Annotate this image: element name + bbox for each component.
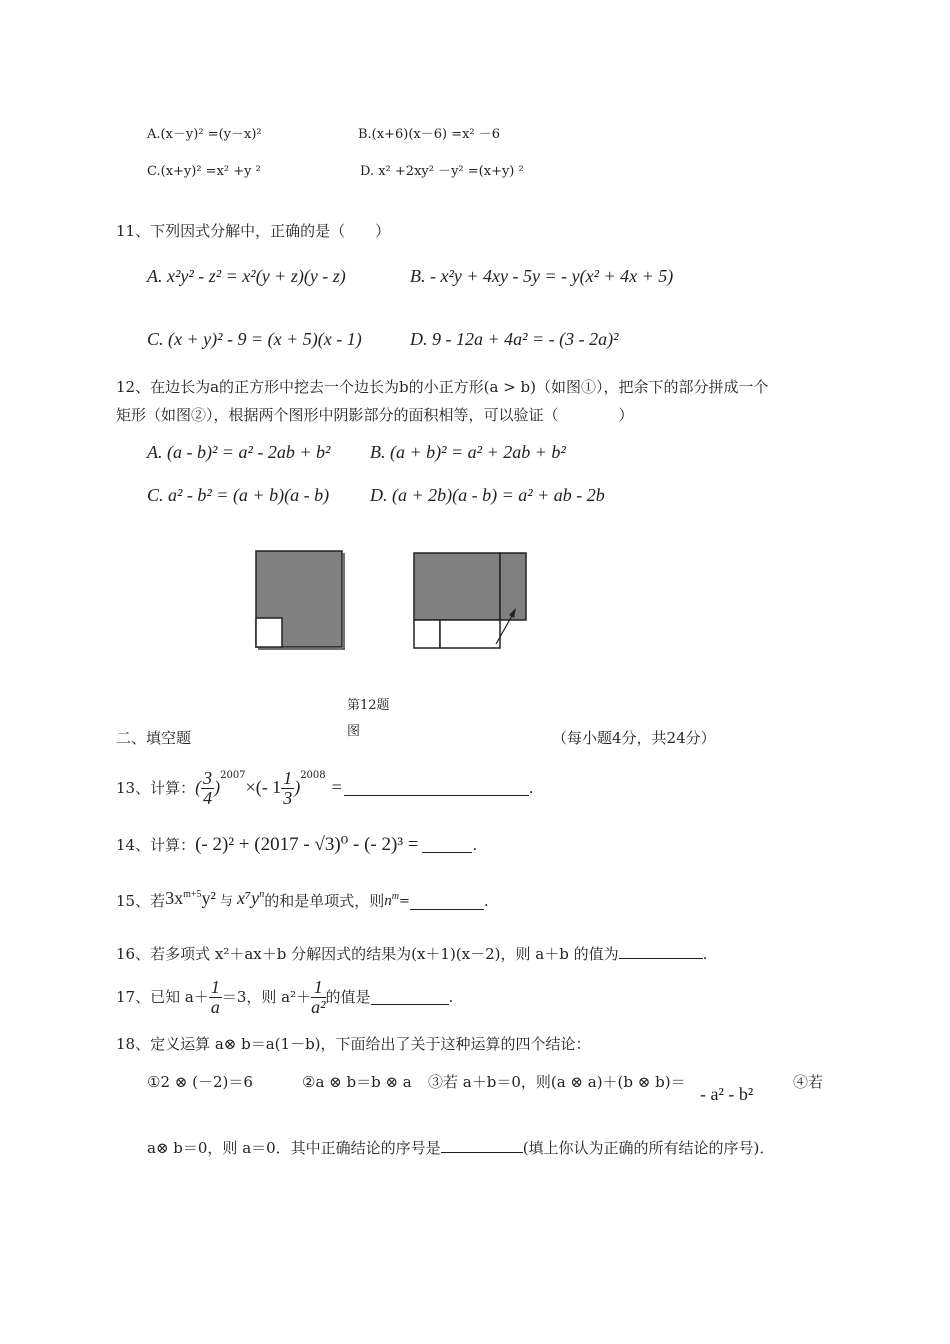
q14-answer-blank[interactable]: [422, 838, 472, 853]
q13-fraction-2: $\frac{1}{3}$: [283, 767, 293, 808]
q18-conclusion-1: ①2 ⊗ (－2)＝6: [147, 1073, 253, 1091]
q11-option-a: A. x²y² - z² = x²(y + z)(y - z): [147, 266, 346, 286]
q12-option-b: B. (a + b)² = a² + 2ab + b²: [370, 442, 566, 462]
figure-2-rectangle: [413, 552, 529, 650]
q11-stem: 11、下列因式分解中，正确的是（ ）: [116, 222, 391, 240]
q15-nm: $n^m$: [384, 890, 399, 909]
q18-conclusion-4: ④若: [793, 1073, 824, 1091]
q14-expression: (- 2)² + (2017 - √3)⁰ - (- 2)³ =: [195, 834, 419, 855]
q11-option-c: C. (x + y)² - 9 = (x + 5)(x - 1): [147, 329, 362, 349]
q16-answer-blank[interactable]: [619, 944, 703, 959]
q17: 17、已知 a＋ $\frac{1}{a}$ ＝3，则 a²＋ $\frac{1}{\text{a²}}$ 的值是 .: [116, 976, 454, 1017]
q13-mid: ×(- 1: [245, 777, 282, 798]
figure-1-small-square: [256, 618, 282, 647]
figure-caption-line2: 图: [347, 724, 361, 739]
figure-2-bottom-strip: [440, 620, 500, 648]
q12-option-a: A. (a - b)² = a² - 2ab + b²: [147, 442, 331, 462]
q17-fraction-2: $\frac{1}{\text{a²}}$: [311, 976, 326, 1017]
q15: 15、若 $3x^{m+5}y^2$ 与 $x^7y^n$ 的和是单项式，则 $n^m$ = .: [116, 888, 489, 910]
q12-stem-line2: 矩形（如图②），根据两个图形中阴影部分的面积相等，可以验证（ ）: [116, 406, 634, 424]
q13-exp-2: 2008: [300, 770, 326, 781]
figure-2-shaded-main: [414, 553, 500, 620]
q10-option-a: A.(x－y)² =(y－x)²: [147, 127, 262, 142]
q18-answer-blank[interactable]: [441, 1138, 523, 1153]
q12-stem-line1: 12、在边长为a的正方形中挖去一个边长为b的小正方形(a > b)（如图①），把余下的部分拼成一个: [116, 378, 769, 396]
q12-option-c: C. a² - b² = (a + b)(a - b): [147, 485, 330, 505]
q18-conclusion-2: ②a ⊗ b＝b ⊗ a: [302, 1073, 412, 1091]
q13: 13、计算： ( $\frac{3}{4}$ ) $^{2007}$ ×(- 1 $\frac{1}{3}$ ) $^{2008}$ = .: [116, 767, 534, 808]
q18-stem: 18、定义运算 a⊗ b＝a(1－b)，下面给出了关于这种运算的四个结论：: [116, 1035, 591, 1053]
q13-exp-1: 2007: [220, 770, 246, 781]
q16: 16、若多项式 x²＋ax＋b 分解因式的结果为(x＋1)(x－2)，则 a＋b 的值为 .: [116, 945, 708, 963]
q15-term-1: $3x^{m+5}y^2$: [165, 888, 216, 908]
q15-term-2: $x^7y^n$: [236, 888, 265, 908]
q10-option-b: B.(x+6)(x－6) =x² －6: [358, 127, 501, 142]
q18-conclusion-3-expr: - a² - b²: [700, 1084, 754, 1104]
q13-fraction-1: $\frac{3}{4}$: [203, 767, 213, 808]
q13-answer-blank[interactable]: [344, 781, 529, 796]
q17-fraction-1: $\frac{1}{a}$: [210, 976, 220, 1017]
q12-option-d: D. (a + 2b)(a - b) = a² + ab - 2b: [370, 485, 605, 505]
section-title: 二、填空题: [116, 729, 192, 747]
q17-answer-blank[interactable]: [371, 990, 449, 1005]
q15-answer-blank[interactable]: [410, 895, 484, 910]
q13-prefix: 13、计算：: [116, 779, 196, 797]
q18-conclusion-3: ③若 a＋b＝0，则(a ⊗ a)＋(b ⊗ b)＝: [428, 1073, 686, 1091]
figure-2-small-square: [414, 620, 440, 648]
figure-2-shaded-strip: [500, 553, 526, 620]
q11-option-b: B. - x²y + 4xy - 5y = - y(x² + 4x + 5): [410, 266, 674, 286]
figure-1-square: [255, 550, 350, 650]
q14-prefix: 14、计算：: [116, 836, 196, 855]
q18-line2: a⊗ b＝0，则 a＝0．其中正确结论的序号是 (填上你认为正确的所有结论的序号)．: [147, 1139, 775, 1157]
q11-option-d: D. 9 - 12a + 4a² = - (3 - 2a)²: [410, 329, 619, 349]
q10-option-d: D. x² +2xy² －y² =(x+y) ²: [360, 164, 524, 179]
q14: 14、计算： (- 2)² + (2017 - √3)⁰ - (- 2)³ = .: [116, 834, 478, 855]
q10-option-c: C.(x+y)² =x² +y ²: [147, 164, 261, 179]
figure-caption-line1: 第12题: [347, 698, 390, 713]
section-note: （每小题4分，共24分）: [552, 729, 716, 747]
